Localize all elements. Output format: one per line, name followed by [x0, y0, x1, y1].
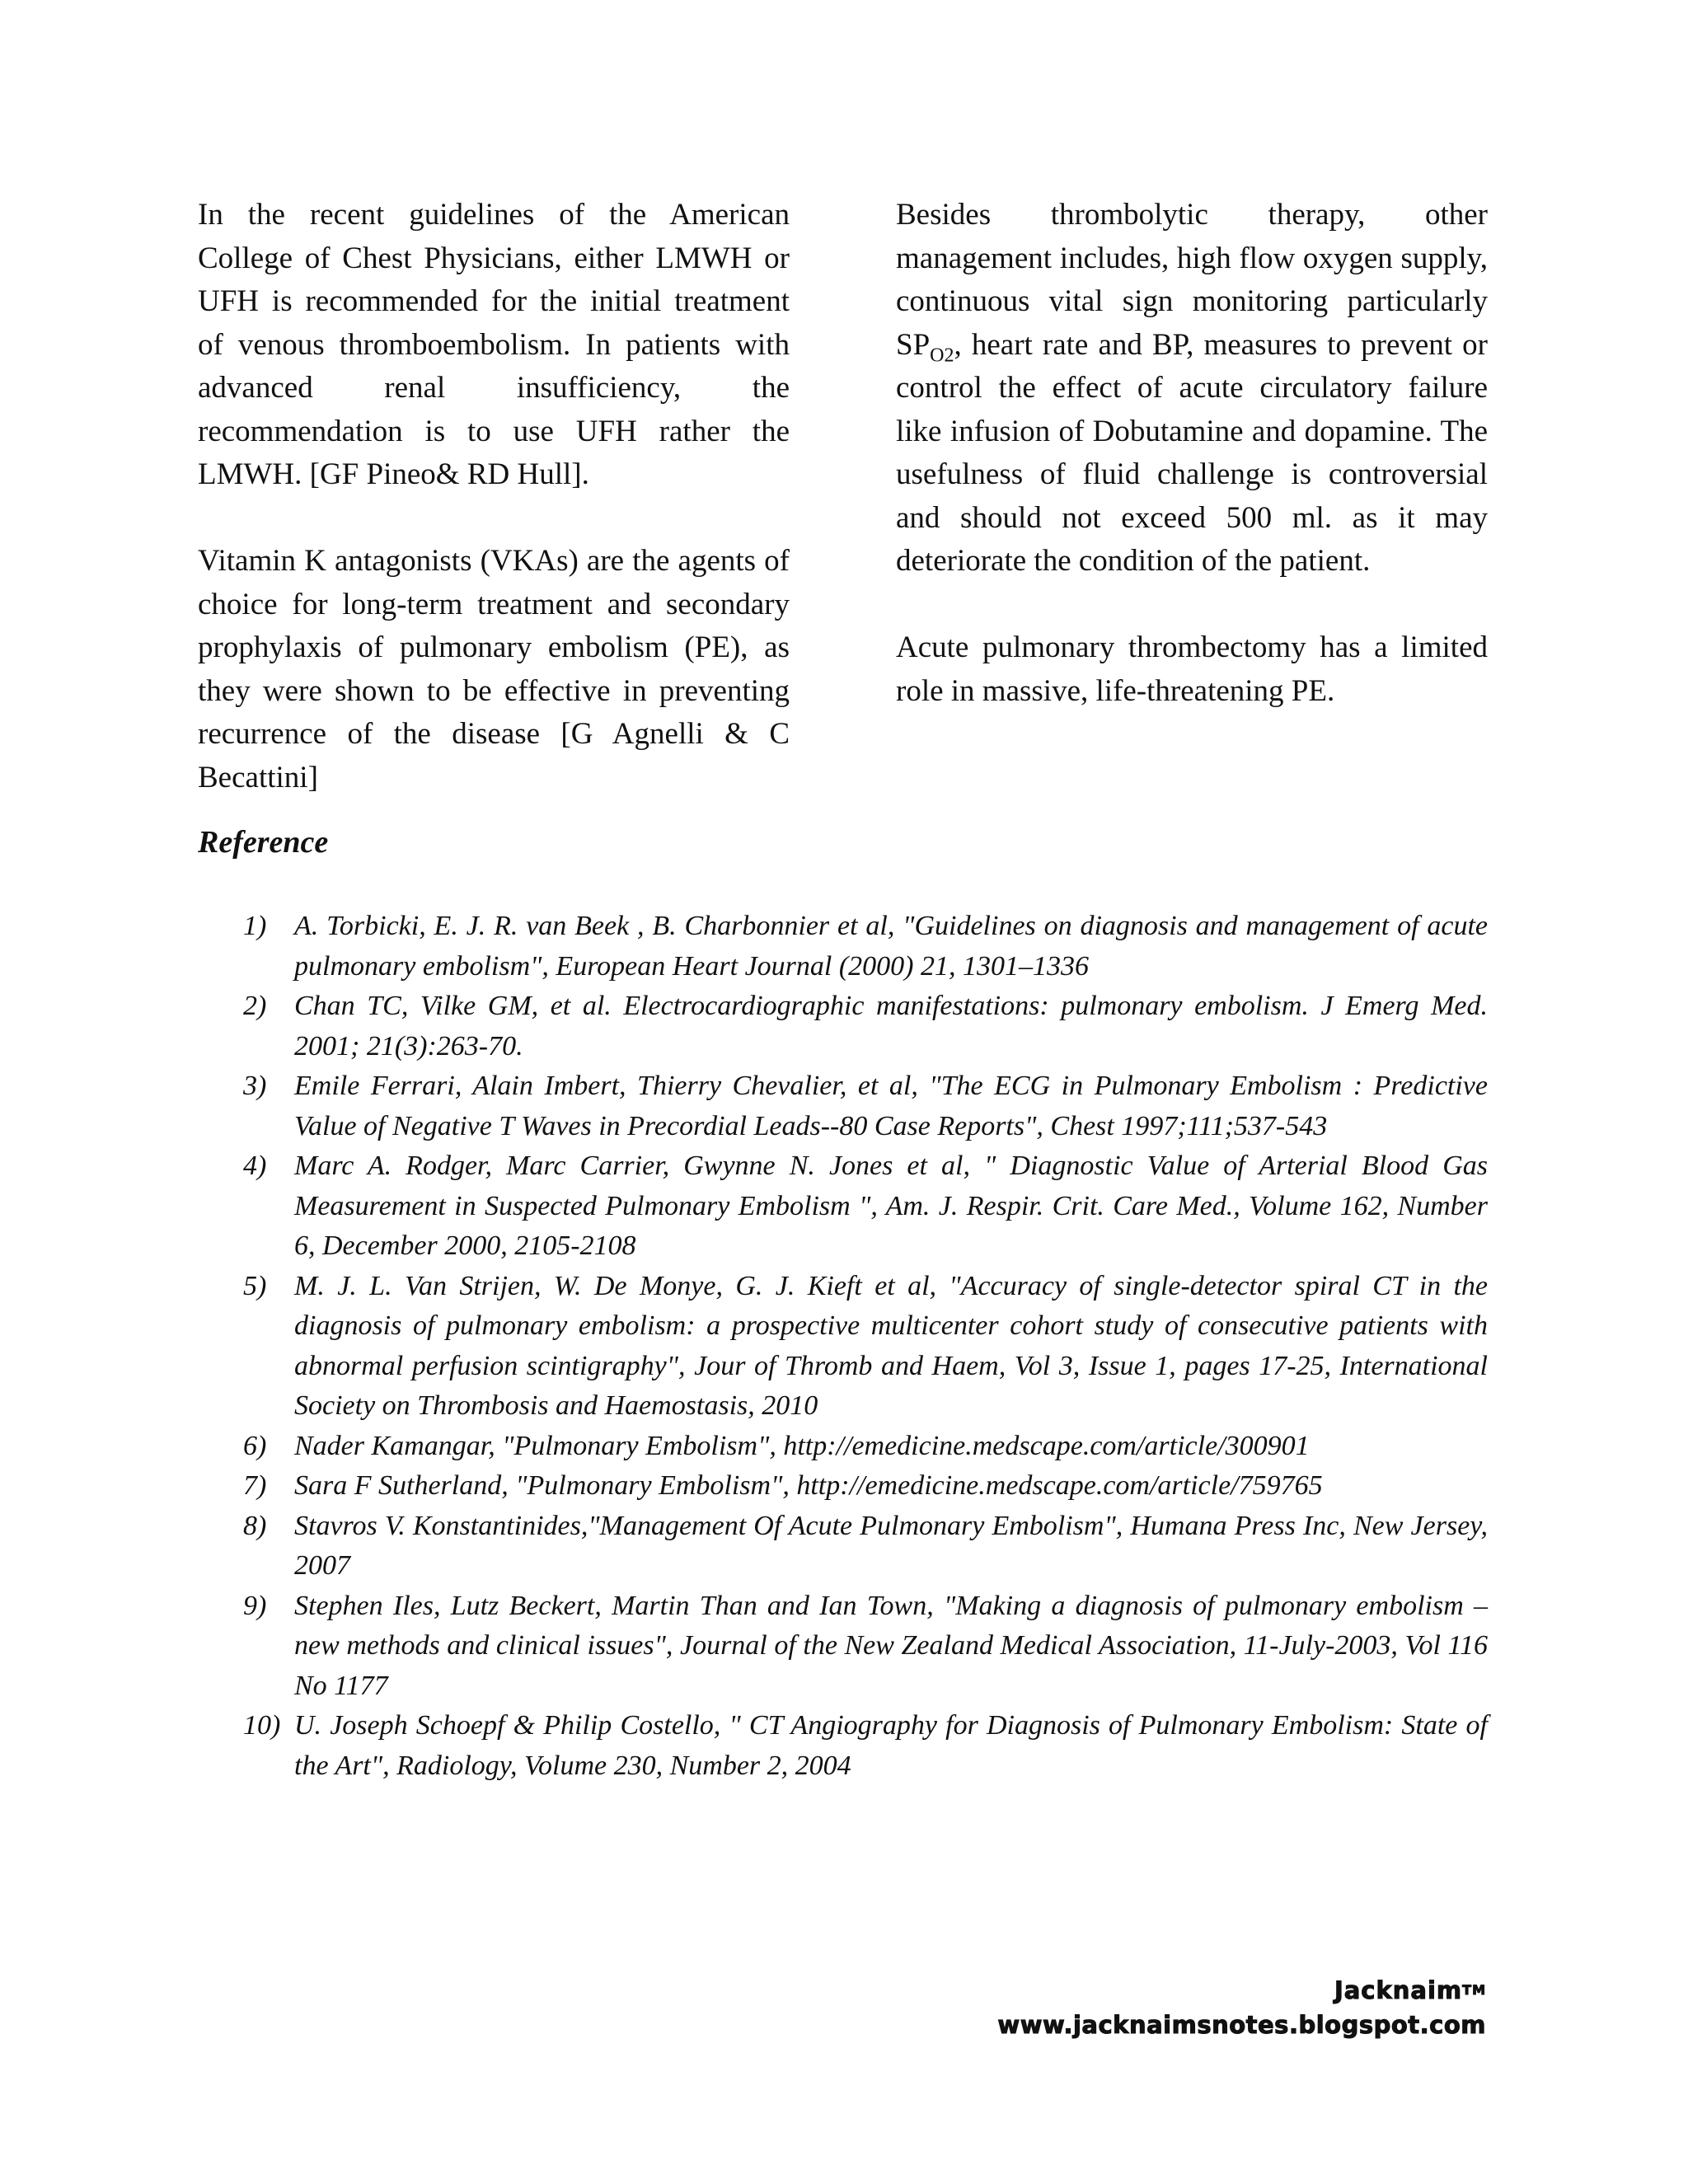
reference-item: [198, 1466, 1488, 1507]
paragraph-management: [896, 194, 1488, 583]
reference-item: [198, 1427, 1488, 1467]
reference-text: Stavros V. Konstantinides,"Management Of Acute Pulmonary Embolism", Humana Press Inc, New Jersey, 2007: [294, 1510, 1488, 1581]
management-text-end: , heart rate and BP, measures to prevent or control the effect of acute circulatory failure like infusion of Dobutamine and dopamine. The usefulness of fluid challenge is controversial and should not exceed 500 ml. as it may deteriorate the condition of the patient.: [896, 327, 1488, 578]
reference-item: [198, 1066, 1488, 1146]
paragraph-thrombectomy: Acute pulmonary thrombectomy has a limited role in massive, life-threatening PE.: [896, 630, 1488, 708]
reference-number: 10): [243, 1710, 281, 1741]
reference-number: 9): [243, 1590, 267, 1621]
reference-number: 6): [243, 1430, 267, 1461]
spo2-subscript: O2: [930, 344, 954, 366]
brand-name: Jacknaim: [1334, 1976, 1463, 2004]
reference-text: U. Joseph Schoepf & Philip Costello, " CT Angiography for Diagnosis of Pulmonary Embolism: State of the Art", Radiology, Volume 230, Number 2, 2004: [294, 1710, 1488, 1781]
reference-number: 7): [243, 1470, 267, 1501]
reference-text: Marc A. Rodger, Marc Carrier, Gwynne N. Jones et al, " Diagnostic Value of Arterial Blood Gas Measurement in Suspected Pulmonary Embolism ", Am. J. Respir. Crit. Care Med., Volume 162, Number 6, December 2000, 2105-2108: [294, 1151, 1488, 1261]
body-columns: [198, 194, 1488, 799]
reference-number: 3): [243, 1071, 267, 1101]
paragraph-acc-guidelines: In the recent guidelines of the American College of Chest Physicians, either LMWH or UFH is recommended for the initial treatment of venous thromboembolism. In patients with advanced renal insufficiency, the recommendation is to use UFH rather the LMWH. [GF Pineo& RD Hull].: [198, 198, 790, 491]
reference-number: 1): [243, 911, 267, 941]
footer-watermark: [997, 1974, 1486, 2043]
reference-list: [198, 907, 1488, 1786]
reference-item: [198, 1146, 1488, 1267]
reference-text: Nader Kamangar, "Pulmonary Embolism", http://emedicine.medscape.com/article/300901: [294, 1430, 1310, 1461]
reference-number: 2): [243, 991, 267, 1021]
reference-number: 4): [243, 1151, 267, 1181]
reference-text: Emile Ferrari, Alain Imbert, Thierry Chevalier, et al, "The ECG in Pulmonary Embolism : Predictive Value of Negative T Waves in Precordial Leads--80 Case Reports", Chest 1997;111;537-543: [294, 1071, 1488, 1141]
reference-text: Stephen Iles, Lutz Beckert, Martin Than and Ian Town, "Making a diagnosis of pulmonary embolism – new methods and clinical issues", Journal of the New Zealand Medical Association, 11-July-2003, Vol 116 No 1177: [294, 1590, 1488, 1701]
reference-number: 8): [243, 1510, 267, 1541]
footer-brand: [997, 1974, 1486, 2007]
reference-item: [198, 907, 1488, 987]
reference-item: [198, 987, 1488, 1066]
reference-text: Chan TC, Vilke GM, et al. Electrocardiographic manifestations: pulmonary embolism. J Emerg Med. 2001; 21(3):263-70.: [294, 991, 1488, 1062]
trademark-symbol: TM: [1462, 1982, 1486, 1998]
reference-item: [198, 1706, 1488, 1786]
footer-url: www.jacknaimsnotes.blogspot.com: [997, 2011, 1486, 2039]
reference-text: Sara F Sutherland, "Pulmonary Embolism", http://emedicine.medscape.com/article/759765: [294, 1470, 1323, 1501]
paragraph-vka: Vitamin K antagonists (VKAs) are the agents of choice for long-term treatment and secondary prophylaxis of pulmonary embolism (PE), as they were shown to be effective in preventing recurrence of the disease [G Agnelli & C Becattini]: [198, 544, 790, 794]
reference-item: [198, 1267, 1488, 1427]
right-column: [896, 194, 1488, 799]
reference-number: 5): [243, 1270, 267, 1301]
reference-item: [198, 1507, 1488, 1586]
management-text-start: Besides thrombolytic therapy, other management includes, high flow oxygen supply, continuous vital sign monitoring particularly SP: [896, 198, 1488, 362]
reference-text: M. J. L. Van Strijen, W. De Monye, G. J. Kieft et al, "Accuracy of single-detector spiral CT in the diagnosis of pulmonary embolism: a prospective multicenter cohort study of consecutive patients with abnormal perfusion scintigraphy", Jour of Thromb and Haem, Vol 3, Issue 1, pages 17-25, International Society on Thrombosis and Haemostasis, 2010: [294, 1270, 1488, 1421]
left-column: [198, 194, 790, 799]
reference-text: A. Torbicki, E. J. R. van Beek , B. Charbonnier et al, "Guidelines on diagnosis and management of acute pulmonary embolism", European Heart Journal (2000) 21, 1301–1336: [294, 911, 1488, 982]
reference-item: [198, 1586, 1488, 1707]
reference-heading: Reference: [198, 825, 329, 860]
